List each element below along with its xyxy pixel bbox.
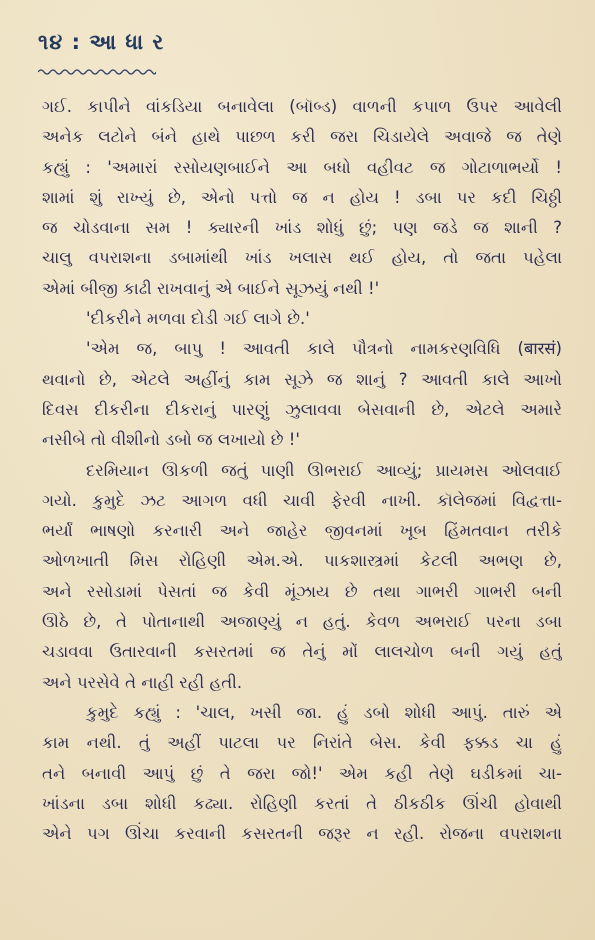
text-line: અનેક લટોને બંને હાથે પાછળ કરી જરા ચિડાયેલે અવાજે જ તેણે bbox=[42, 127, 562, 147]
page-number-title: ૧૪ : આ ધા ર bbox=[38, 30, 165, 54]
text-line: 'દીકરીને મળવા દોડી ગઈ લાગે છે.' bbox=[86, 309, 310, 329]
text-line: શામાં શું રાખ્યું છે, એનો પત્તો જ ન હોય ! ડબા પર કદી ચિઠ્ઠી bbox=[42, 187, 562, 207]
text-line: એને પગ ઊંચા કરવાની કસરતની જરૂર ન રહી. રોજના વપરાશના bbox=[42, 824, 562, 844]
text-line: 'એમ જ, બાપુ ! આવતી કાલે પૌત્રનો નામકરણવિધિ (बारसं) bbox=[86, 339, 562, 359]
text-line: દિવસ દીકરીના દીકરાનું પારણું ઝુલાવવા બેસવાની છે, એટલે અમારે bbox=[42, 399, 562, 419]
text-line: ગયો. કુમુદે ઝટ આગળ વધી ચાવી ફેરવી નાખી. કૉલેજમાં વિદ્વત્તા- bbox=[42, 490, 562, 510]
body-text bbox=[42, 92, 562, 849]
text-line: કામ નથી. તું અહીં પાટલા પર નિરાંતે બેસ. કેવી ફક્કડ ચા હું bbox=[42, 733, 562, 753]
text-line: ગઈ. કાપીને વાંકડિયા બનાવેલા (બૉબ્ડ) વાળની કપાળ ઉપર આવેલી bbox=[42, 97, 562, 116]
text-line: તને બનાવી આપું છું તે જરા જો!' એમ કહી તેણે ઘડીકમાં ચા- bbox=[42, 763, 562, 783]
text-line: ભર્યાં ભાષણો કરનારી અને જાહેર જીવનમાં ખૂબ હિંમતવાન તરીકે bbox=[42, 521, 562, 541]
text-line: થવાનો છે, એટલે અહીંનું કામ સૂઝે જ શાનું ? આવતી કાલે આખો bbox=[42, 369, 562, 389]
text-line: ઊઠે છે, તે પોતાનાથી અજાણ્યું ન હતું. કેવળ અભરાઈ પરના ડબા bbox=[42, 612, 562, 632]
text-line: જ ચોડવાના સમ ! ક્યારની ખાંડ શોધું છું; પણ જડે જ શાની ? bbox=[42, 218, 562, 238]
text-line: ઓળખાતી મિસ રોહિણી એમ.એ. પાકશાસ્ત્રમાં કેટલી અભણ છે, bbox=[42, 551, 562, 571]
text-line: કહ્યું : 'અમારાં રસોયણબાઈને આ બધો વહીવટ જ ગોટાળાભર્યો ! bbox=[42, 157, 562, 177]
text-line: અને પરસેવે તે નાહી રહી હતી. bbox=[42, 672, 243, 692]
text-line: કુમુદે કહ્યું : 'ચાલ, ખસી જા. હું ડબો શોધી આપું. તારું એ bbox=[86, 702, 562, 722]
text-line: અને રસોડામાં પેસતાં જ કેવી મૂંઝાય છે તથા ગાભરી ગાભરી બની bbox=[42, 581, 562, 601]
text-line: નસીબે તો વીશીનો ડબો જ લખાયો છે !' bbox=[42, 430, 300, 450]
text-line: ચાલુ વપરાશના ડબામાંથી ખાંડ ખલાસ થઈ હોય, તો જતા પહેલા bbox=[42, 248, 562, 268]
page-header bbox=[38, 30, 164, 55]
text-line: ખાંડના ડબા શોધી કઢ્યા. રોહિણી કરતાં તે ઠીકઠીક ઊંચી હોવાથી bbox=[42, 793, 562, 813]
header-wavy-rule bbox=[38, 68, 156, 76]
text-line: એમાં બીજી કાઢી રાખવાનું એ બાઈને સૂઝયું નથી !' bbox=[42, 278, 380, 298]
text-line: દરમિયાન ઊકળી જતું પાણી ઊભરાઈ આવ્યું; પ્રાયમસ ઓલવાઈ bbox=[86, 460, 562, 480]
text-line: ચડાવવા ઉતારવાની કસરતમાં જ તેનું મોં લાલચોળ બની ગયું હતું bbox=[42, 642, 562, 662]
